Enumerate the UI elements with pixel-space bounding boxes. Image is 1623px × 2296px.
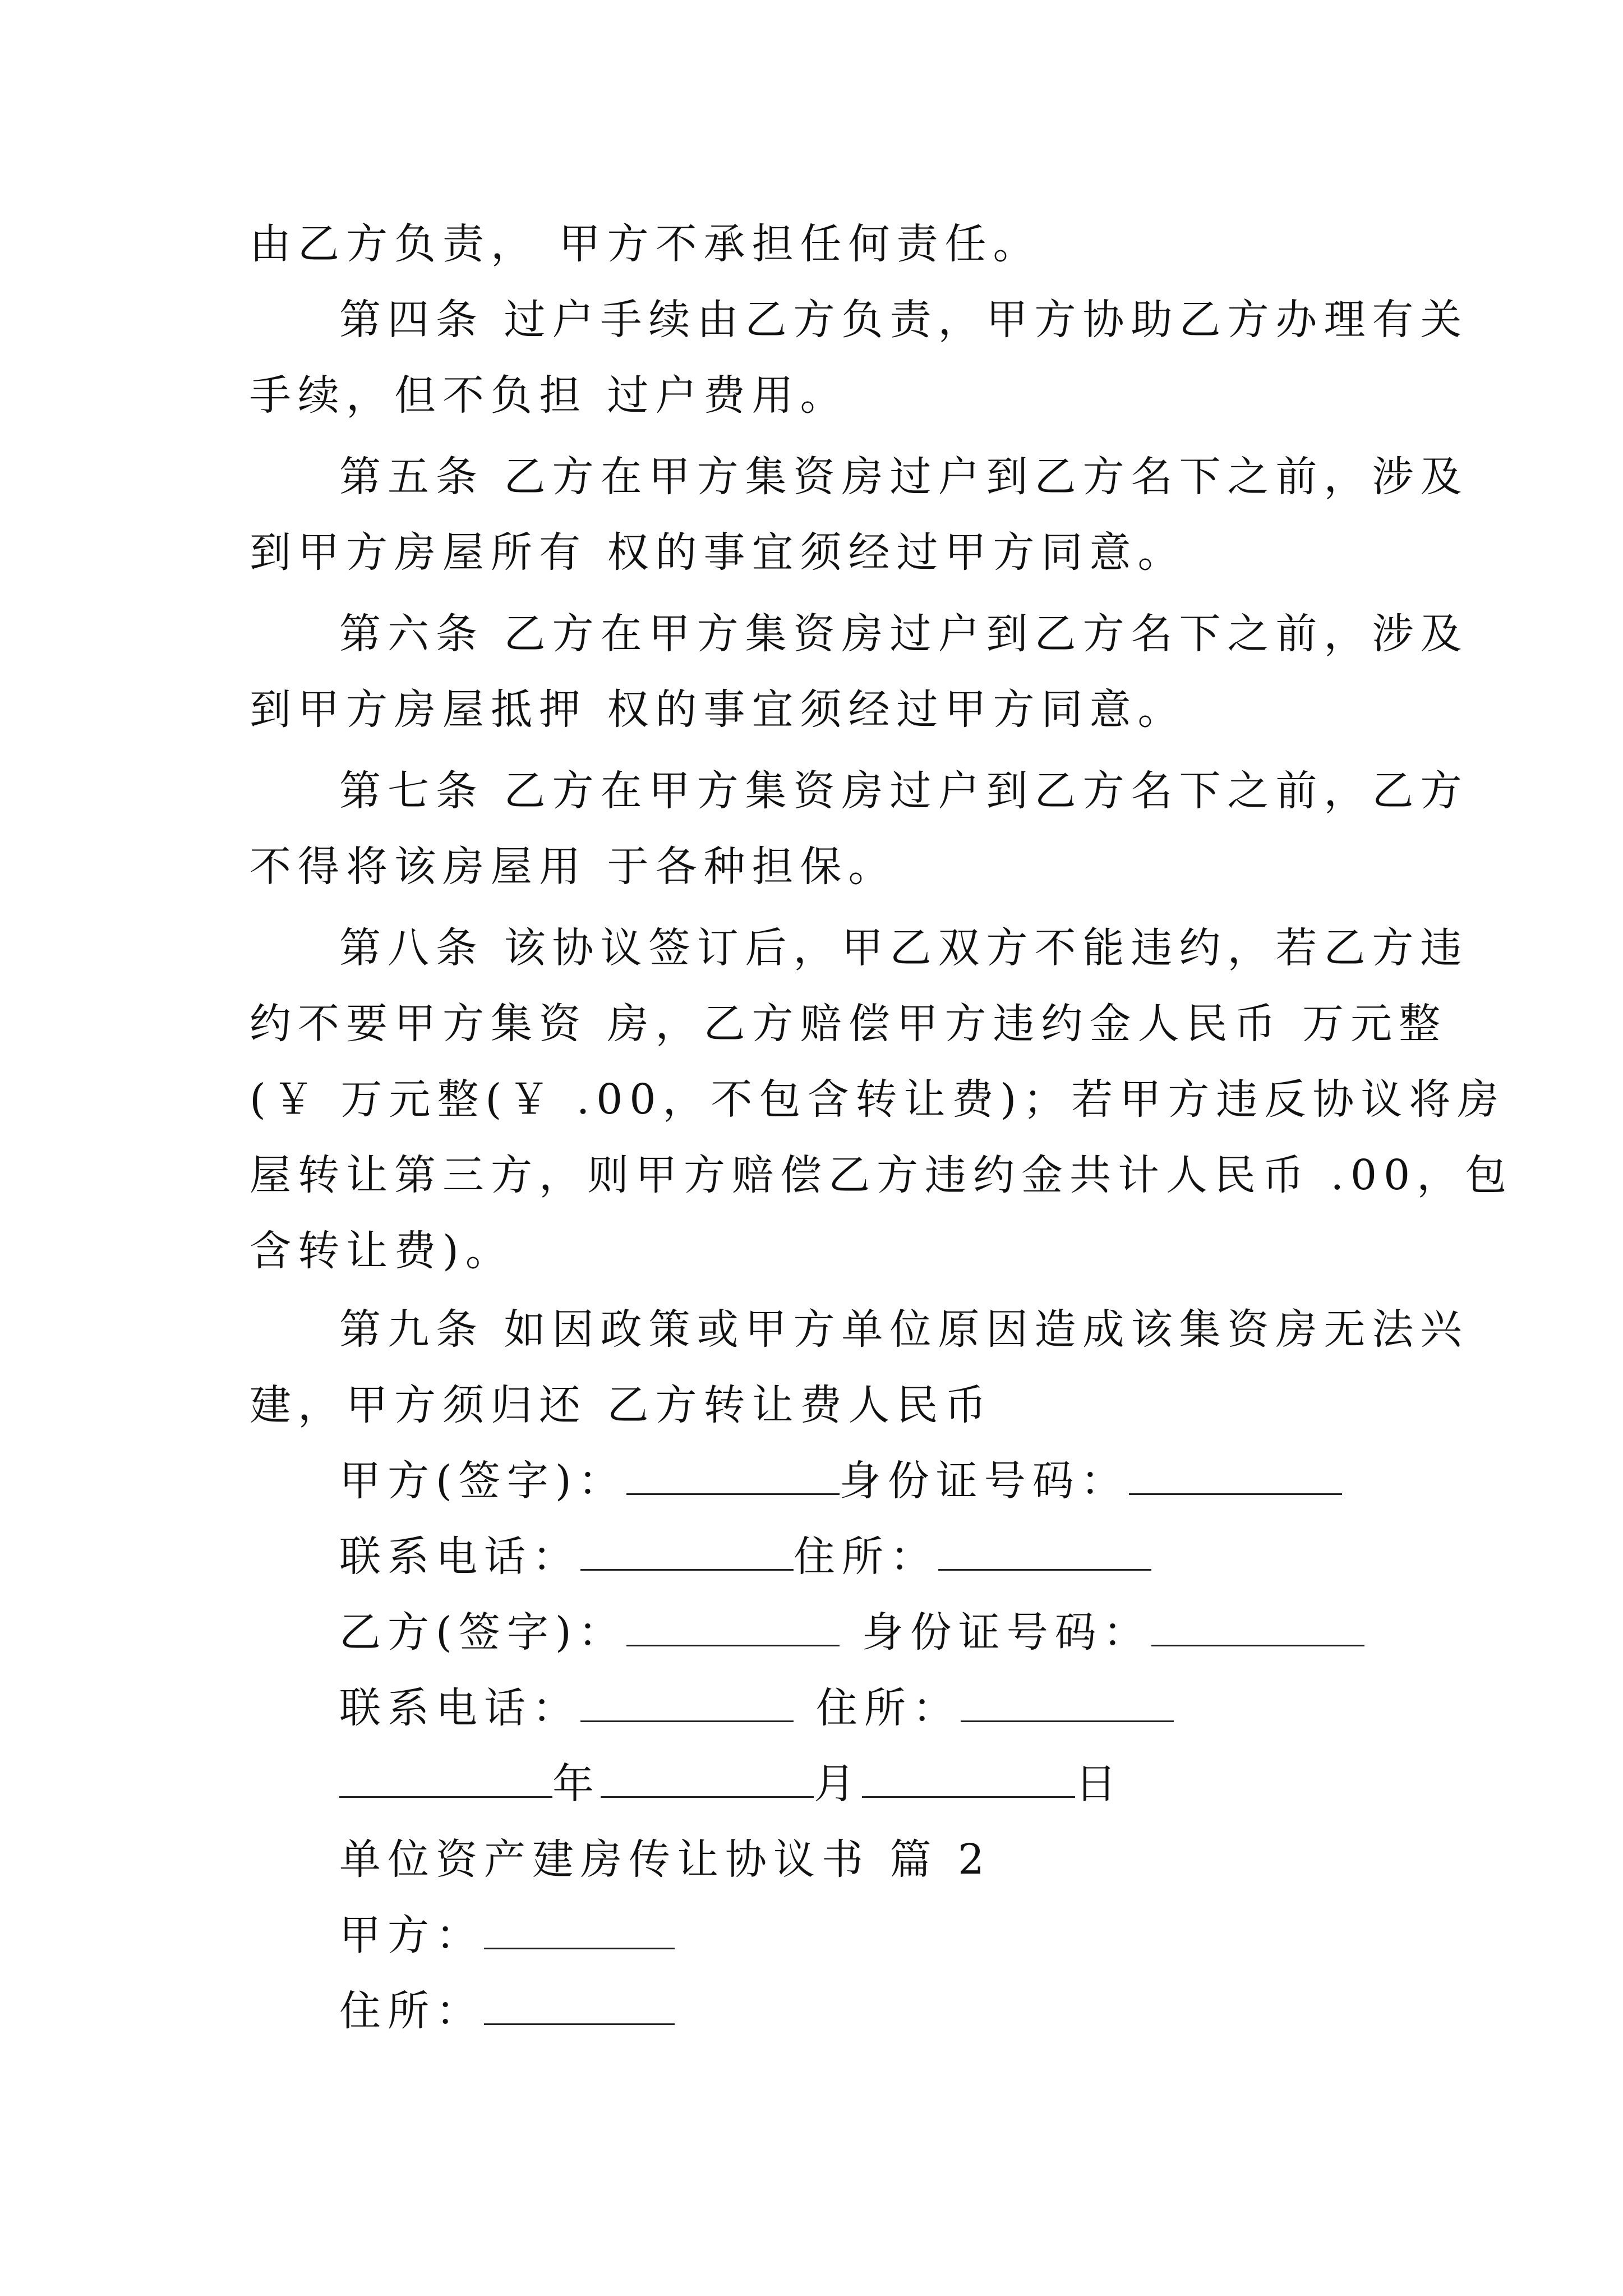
party-a-signature-row	[339, 1453, 1342, 1509]
day-label: 日	[1075, 1760, 1123, 1808]
article-5-line-2: 到甲方房屋所有 权的事宜须经过甲方同意。	[250, 528, 1186, 577]
id-number-a-label: 身份证号码：	[839, 1457, 1129, 1505]
article-8-line-3: (￥ 万元整(￥ .00，不包含转让费)；若甲方违反协议将房	[250, 1075, 1506, 1124]
article-8-line-4: 屋转让第三方，则甲方赔偿乙方违约金共计人民币 .00，包	[250, 1151, 1514, 1199]
article-8-line-5: 含转让费)。	[250, 1227, 514, 1275]
day-blank[interactable]	[862, 1757, 1075, 1798]
article-7-line-1: 第七条 乙方在甲方集资房过户到乙方名下之前，乙方	[339, 767, 1469, 815]
address-a-blank[interactable]	[938, 1530, 1151, 1571]
section-2-party-a-row	[339, 1907, 675, 1963]
party-b-sign-label: 乙方(签字)：	[339, 1608, 626, 1657]
section-2-address-blank[interactable]	[484, 1984, 675, 2025]
year-blank[interactable]	[339, 1757, 552, 1798]
article-6-line-2: 到甲方房屋抵押 权的事宜须经过甲方同意。	[250, 685, 1186, 734]
address-b-label: 住所：	[816, 1684, 961, 1732]
section-2-party-a-blank[interactable]	[484, 1908, 675, 1949]
article-9-line-1: 第九条 如因政策或甲方单位原因造成该集资房无法兴	[339, 1305, 1469, 1354]
year-label: 年	[552, 1760, 601, 1808]
id-number-b-blank[interactable]	[1151, 1605, 1364, 1646]
paragraph-line: 由乙方负责， 甲方不承担任何责任。	[250, 220, 1041, 268]
party-b-signature-row	[339, 1604, 1364, 1660]
article-8-line-1: 第八条 该协议签订后，甲乙双方不能违约，若乙方违	[339, 924, 1469, 972]
phone-a-blank[interactable]	[580, 1530, 794, 1571]
article-7-line-2: 不得将该房屋用 于各种担保。	[250, 843, 897, 891]
section-2-party-a-label: 甲方：	[339, 1911, 484, 1959]
article-4-line-2: 手续，但不负担 过户费用。	[250, 371, 849, 420]
article-8-line-2: 约不要甲方集资 房，乙方赔偿甲方违约金人民币 万元整	[250, 1000, 1447, 1048]
month-label: 月	[814, 1760, 862, 1808]
phone-a-label: 联系电话：	[339, 1533, 580, 1581]
section-2-title: 单位资产建房传让协议书 篇 2	[339, 1835, 992, 1884]
phone-b-label: 联系电话：	[339, 1684, 580, 1732]
article-6-line-1: 第六条 乙方在甲方集资房过户到乙方名下之前，涉及	[339, 610, 1469, 658]
party-b-contact-row	[339, 1680, 1174, 1736]
party-a-sign-blank[interactable]	[626, 1454, 840, 1495]
id-number-a-blank[interactable]	[1129, 1454, 1342, 1495]
address-b-blank[interactable]	[961, 1681, 1174, 1722]
article-9-line-2: 建，甲方须归还 乙方转让费人民币	[250, 1381, 993, 1429]
party-a-contact-row	[339, 1529, 1151, 1585]
section-2-address-label: 住所：	[339, 1987, 484, 2035]
article-5-line-1: 第五条 乙方在甲方集资房过户到乙方名下之前，涉及	[339, 453, 1469, 501]
article-4-line-1: 第四条 过户手续由乙方负责，甲方协助乙方办理有关	[339, 296, 1469, 344]
party-b-sign-blank[interactable]	[626, 1605, 840, 1646]
date-row	[339, 1756, 1123, 1812]
id-number-b-label: 身份证号码：	[861, 1608, 1151, 1657]
month-blank[interactable]	[601, 1757, 814, 1798]
party-a-sign-label: 甲方(签字)：	[339, 1457, 626, 1505]
address-a-label: 住所：	[794, 1533, 938, 1581]
phone-b-blank[interactable]	[580, 1681, 794, 1722]
section-2-address-row	[339, 1983, 675, 2039]
